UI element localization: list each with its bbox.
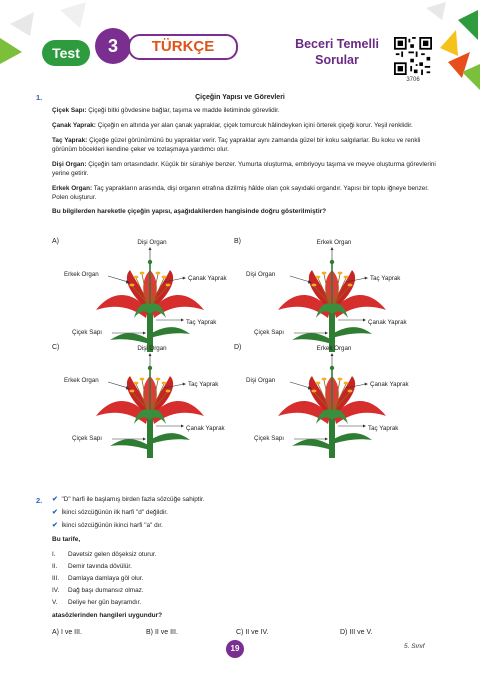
proverb-item: IV. Dağ başı dumansız olmaz.	[52, 587, 144, 594]
label-upper-left: Dişi Organ	[246, 377, 276, 384]
qr-code-icon[interactable]	[394, 37, 432, 75]
option-letter: A)	[52, 238, 59, 245]
page-title: Beceri Temelli Sorular	[295, 37, 379, 67]
label-lower-left: Çiçek Sapı	[254, 435, 284, 442]
label-pointer-lines	[234, 238, 434, 344]
question-1-paragraphs	[52, 106, 436, 215]
answer-c[interactable]: C) II ve IV.	[236, 629, 269, 636]
label-lower-left: Çiçek Sapı	[72, 435, 102, 442]
label-pointer-lines	[234, 344, 434, 450]
check-icon: ✔	[52, 509, 58, 516]
label-top: Dişi Organ	[137, 345, 167, 352]
question-2-stem: atasözlerinden hangileri uygundur?	[52, 612, 163, 619]
label-lower-right: Çanak Yaprak	[186, 425, 225, 432]
label-lower-right: Çanak Yaprak	[368, 319, 407, 326]
page-number: 19	[226, 640, 244, 658]
question-2-rules	[52, 495, 432, 619]
paragraph-cicek-sapi: Çiçek Sapı: Çiçeği bitki gövdesine bağlar, taşıma ve madde iletiminde görevlidir.	[52, 107, 280, 114]
check-icon: ✔	[52, 496, 58, 503]
label-upper-right: Çanak Yaprak	[188, 275, 227, 282]
qr-code-number: 3706	[406, 77, 420, 83]
test-number-badge: 3	[95, 28, 131, 64]
label-upper-right: Taç Yaprak	[370, 275, 401, 282]
check-icon: ✔	[52, 522, 58, 529]
label-top: Dişi Organ	[137, 239, 167, 246]
option-letter: B)	[234, 238, 241, 245]
question-1-title: Çiçeğin Yapısı ve Görevleri	[195, 94, 285, 101]
option-letter: C)	[52, 344, 60, 351]
option-b[interactable]	[234, 238, 434, 344]
label-pointer-lines	[52, 344, 252, 450]
label-lower-right: Taç Yaprak	[186, 319, 217, 326]
label-lower-left: Çiçek Sapı	[254, 329, 284, 336]
proverb-item: V. Deliye her gün bayramdır.	[52, 599, 142, 606]
label-upper-left: Dişi Organ	[246, 271, 276, 278]
paragraph-erkek-organ: Erkek Organ: Taç yaprakların arasında, dişi organın etrafına dizilmiş hâlde olan çok sayıdaki organdır. Yapısı bir toplu iğneye benzer. Polen oluşturur.	[52, 185, 429, 201]
label-pointer-lines	[52, 238, 252, 344]
proverb-item: II. Demir tavında dövülür.	[52, 563, 132, 570]
label-upper-right: Çanak Yaprak	[370, 381, 409, 388]
subject-label: TÜRKÇE	[128, 34, 238, 60]
proverb-item: I. Davetsiz gelen döşeksiz oturur.	[52, 551, 157, 558]
option-a[interactable]	[52, 238, 252, 344]
label-upper-right: Taç Yaprak	[188, 381, 219, 388]
label-lower-right: Taç Yaprak	[368, 425, 399, 432]
answer-a[interactable]: A) I ve III.	[52, 629, 82, 636]
label-top: Erkek Organ	[316, 345, 352, 352]
option-letter: D)	[234, 344, 242, 351]
paragraph-canak-yaprak: Çanak Yaprak: Çiçeğin en altında yer alan çanak yapraklar, çiçek tomurcuk hâlindeyken içini örterek çiçeği korur. Yeşil renklidir.	[52, 122, 413, 129]
answer-d[interactable]: D) III ve V.	[340, 629, 373, 636]
label-lower-left: Çiçek Sapı	[72, 329, 102, 336]
label-upper-left: Erkek Organ	[64, 271, 99, 278]
question-1-stem: Bu bilgilerden hareketle çiçeğin yapısı, aşağıdakilerden hangisinde doğru gösterilmiştir?	[52, 208, 327, 215]
paragraph-disi-organ: Dişi Organ: Çiçeğin tam ortasındadır. Küçük bir sürahiye benzer. Yumurta oluşturma, embriyoyu taşıma ve meyve oluşturma görevlerini yerine getirir.	[52, 161, 436, 177]
rule-item: ✔ "D" harfi ile başlamış birden fazla sözcüğe sahiptir.	[52, 496, 205, 503]
paragraph-tac-yaprak: Taç Yaprak: Çiçeğe güzel görünümünü bu yapraklar verir. Taç yapraklar aynı zamanda güzel bir koku salgılarlar. Bu koku ve renkli görünüm böcekleri kendine çeker ve tozlaşmaya yardımcı olur.	[52, 137, 421, 153]
question-1-number: 1.	[36, 93, 43, 102]
question-2-intro: Bu tarife,	[52, 536, 81, 543]
option-c[interactable]	[52, 344, 252, 450]
proverb-item: III. Damlaya damlaya göl olur.	[52, 575, 144, 582]
label-upper-left: Erkek Organ	[64, 377, 99, 384]
rule-item: ✔ İkinci sözcüğünün ilk harfi "d" değildir.	[52, 509, 168, 516]
grade-label: 5. Sınıf	[404, 643, 425, 650]
rule-item: ✔ İkinci sözcüğünün ikinci harfi "a" dır.	[52, 522, 163, 529]
option-d[interactable]	[234, 344, 434, 450]
label-top: Erkek Organ	[316, 239, 352, 246]
question-2-number: 2.	[36, 496, 43, 505]
answer-b[interactable]: B) II ve III.	[146, 629, 178, 636]
test-label-badge: Test	[42, 40, 90, 66]
